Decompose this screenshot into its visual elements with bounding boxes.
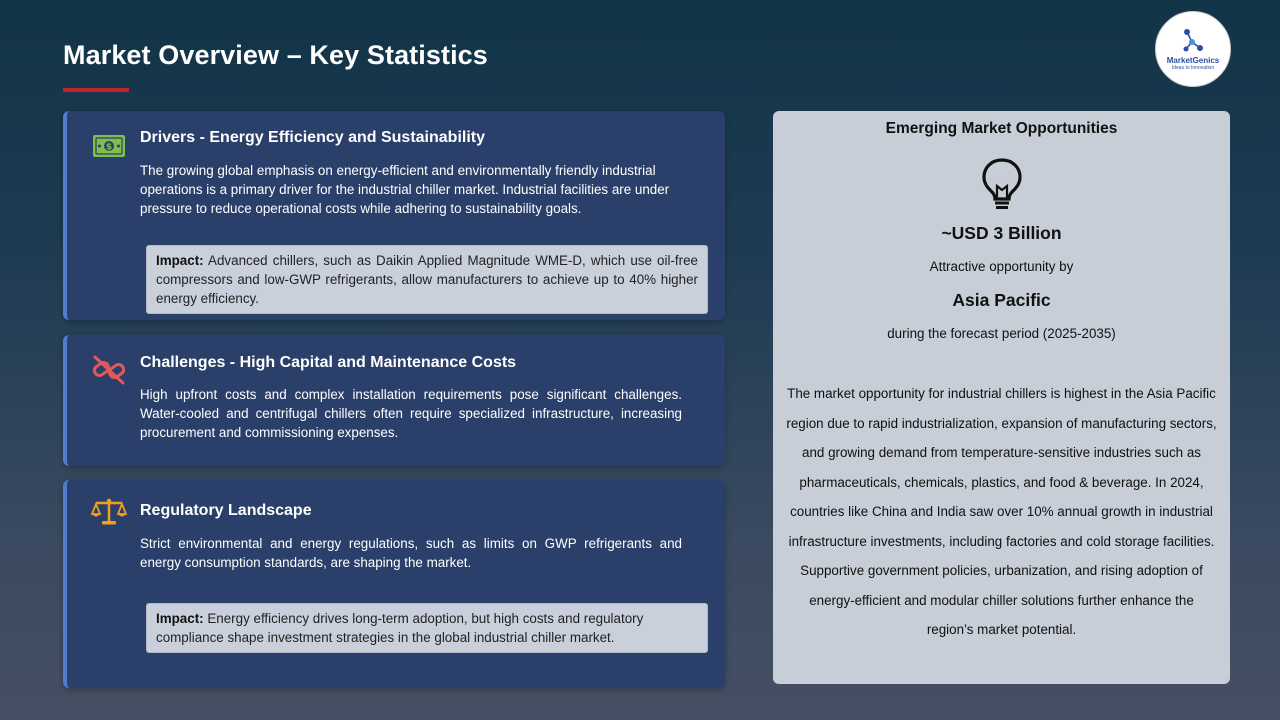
card-heading: Regulatory Landscape [140,502,312,519]
opportunity-description: The market opportunity for industrial chillers is highest in the Asia Pacific region due to rapid industrialization, expansion of manufacturing sectors, and growing demand from temperature-sensitive industries such as pharmaceuticals, chemicals, plastics, and food & beverage. In 2024, countries like China and India saw over 10% annual growth in industrial infrastructure investments, including factories and cold storage facilities. Supportive government policies, urbanization, and rising adoption of energy-efficient and modular chiller solutions further enhance the region’s market potential. [786,386,1217,637]
scales-icon [91,496,127,526]
card-heading: Challenges - High Capital and Maintenance Costs [140,354,517,371]
drivers-card [63,111,725,320]
money-icon [91,131,127,161]
card-body: The growing global emphasis on energy-efficient and environmentally friendly industrial operations is a primary driver for the industrial chiller market. Industrial facilities are under pressure to reduce operational costs while adhering to sustainability goals. [140,163,670,216]
title-underline [63,88,129,92]
svg-text:$: $ [105,142,113,153]
regulatory-card [63,480,725,688]
card-body: High upfront costs and complex installation requirements pose significant challenges. Water-cooled and centrifugal chillers often require specialized infrastructure, increasing procurement and commissioning expenses. [140,387,682,440]
challenges-card [63,335,725,466]
lightbulb-icon [978,156,1026,212]
opportunity-value: ~USD 3 Billion [941,223,1062,243]
broken-link-icon [91,355,127,385]
marketgenics-logo [1155,11,1231,87]
logo-name: MarketGenics [1166,55,1220,65]
opportunity-title: Emerging Market Opportunities [885,120,1118,137]
opportunity-panel [773,111,1230,684]
opportunity-region: Asia Pacific [952,290,1051,310]
card-heading: Drivers - Energy Efficiency and Sustainability [140,129,485,146]
impact-text: Energy efficiency drives long-term adoption, but high costs and regulatory compliance shape investment strategies in the global industrial chiller market. [156,611,644,645]
logo-tagline: Ideas to Innovation [1171,64,1215,71]
molecule-logo-icon [1181,28,1205,54]
impact-label: Impact: [156,611,204,626]
impact-box [146,603,708,653]
impact-text: Advanced chillers, such as Daikin Applied Magnitude WME-D, which use oil-free compressors and low-GWP refrigerants, allow manufacturers to achieve up to 40% higher energy efficiency. [156,253,698,306]
opportunity-subtitle: Attractive opportunity by [929,259,1074,274]
opportunity-period: during the forecast period (2025-2035) [887,326,1116,341]
impact-box [146,245,708,314]
card-body: Strict environmental and energy regulations, such as limits on GWP refrigerants and energy consumption standards, are shaping the market. [140,536,682,570]
page-title: Market Overview – Key Statistics [63,40,488,70]
impact-label: Impact: [156,253,204,268]
